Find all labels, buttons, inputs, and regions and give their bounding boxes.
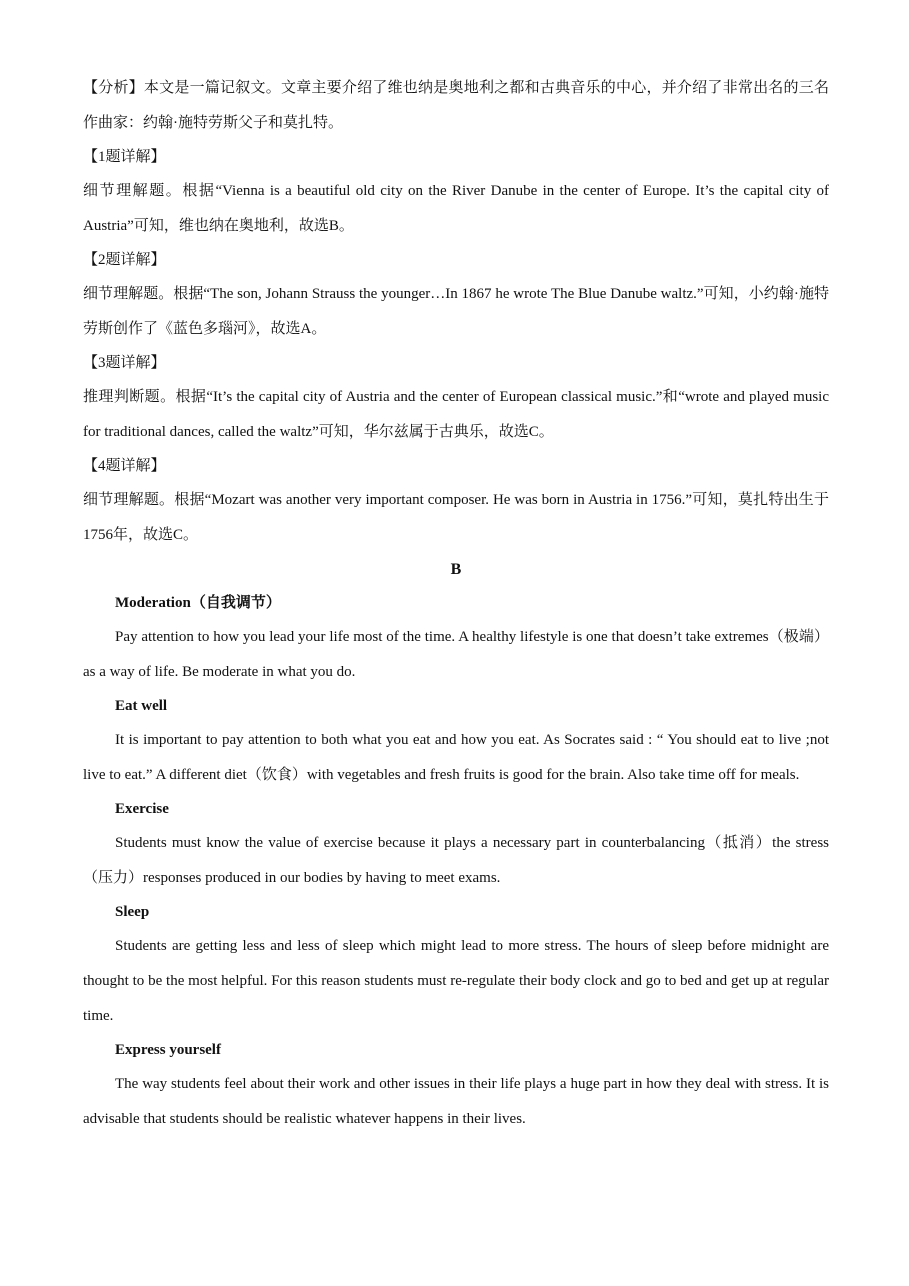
question-4-explanation: 细节理解题。根据“Mozart was another very important composer. He was born in Austria in 1756.”可知，莫扎特出生于1756年，故选C。 [83,492,829,543]
passage-b-label: B [450,561,462,578]
section-text-moderation: Pay attention to how you lead your life most of the time. A healthy lifestyle is one that doesn’t take extremes（极端）as a way of life. Be moderate in what you do. [83,629,829,680]
section-title-exercise: Exercise [115,801,169,817]
question-3-heading: 【3题详解】 [83,355,166,371]
document-page [83,71,829,1137]
question-1-heading: 【1题详解】 [83,149,166,165]
section-text-eat-well: It is important to pay attention to both what you eat and how you eat. As Socrates said : “ You should eat to live ;not live to eat.” A different diet（饮食）with vegetables and fresh fruits is good for the brain. Also take time off for meals. [83,732,829,783]
section-title-eat-well: Eat well [115,698,168,714]
section-title-moderation: Moderation（自我调节） [115,595,281,611]
section-text-exercise: Students must know the value of exercise because it plays a necessary part in counterbalancing（抵消）the stress（压力）responses produced in our bodies by having to meet exams. [83,835,829,886]
section-title-express-yourself: Express yourself [115,1042,221,1058]
section-title-sleep: Sleep [115,904,150,920]
section-text-express-yourself: The way students feel about their work and other issues in their life plays a huge part in how they deal with stress. It is advisable that students should be realistic whatever happens in their lives. [83,1076,829,1127]
section-text-sleep: Students are getting less and less of sleep which might lead to more stress. The hours of sleep before midnight are thought to be the most helpful. For this reason students must re-regulate their body clock and go to bed and get up at regular time. [83,938,829,1024]
question-3-explanation: 推理判断题。根据“It’s the capital city of Austria and the center of European classical music.”和“wrote and played music for traditional dances, called the waltz”可知，华尔兹属于古典乐，故选C。 [83,389,829,440]
question-1-explanation: 细节理解题。根据“Vienna is a beautiful old city on the River Danube in the center of Europe. It’s the capital city of Austria”可知，维也纳在奥地利，故选B。 [83,183,829,234]
analysis-paragraph: 【分析】本文是一篇记叙文。文章主要介绍了维也纳是奥地利之都和古典音乐的中心，并介绍了非常出名的三名作曲家：约翰·施特劳斯父子和莫扎特。 [83,80,829,131]
question-4-heading: 【4题详解】 [83,458,166,474]
question-2-explanation: 细节理解题。根据“The son, Johann Strauss the younger…In 1867 he wrote The Blue Danube waltz.”可知，小约翰·施特劳斯创作了《蓝色多瑙河》，故选A。 [83,286,829,337]
question-2-heading: 【2题详解】 [83,252,166,268]
